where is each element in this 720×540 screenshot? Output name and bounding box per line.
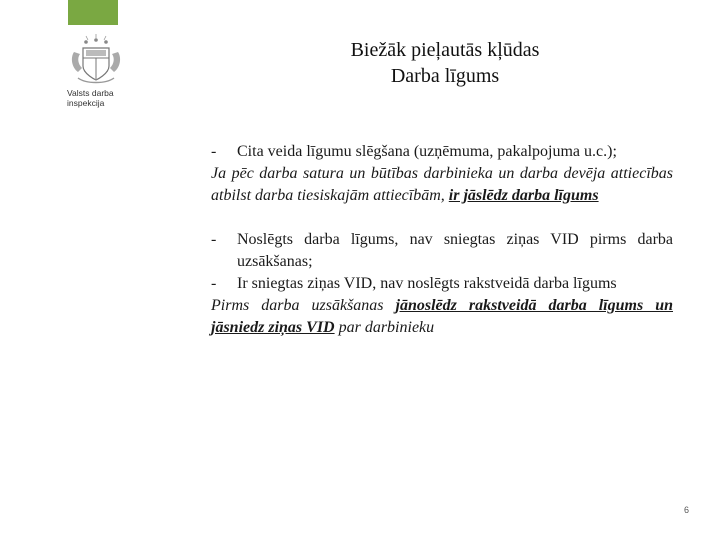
logo bbox=[60, 34, 132, 118]
note-before-work-start bbox=[211, 295, 673, 339]
slide-title bbox=[300, 37, 590, 89]
bullet-item bbox=[211, 141, 673, 163]
bullet-item bbox=[211, 229, 673, 273]
note-employment-relations bbox=[211, 163, 673, 207]
title-line1: Biežāk pieļautās kļūdas bbox=[350, 39, 540, 61]
logo-text-line1: Valsts darba bbox=[67, 88, 114, 98]
coat-of-arms-icon bbox=[68, 34, 124, 86]
bullet-dash: - bbox=[211, 275, 217, 292]
bullet-dash: - bbox=[211, 143, 217, 160]
title-line2: Darba līgums bbox=[390, 65, 500, 87]
bullet-text-contract-types: Cita veida līgumu slēgšana (uzņēmuma, pakalpojuma u.c.); bbox=[237, 143, 617, 160]
bullet-text-no-written-contract: Ir sniegtas ziņas VID, nav noslēgts rakstveidā darba līgums bbox=[237, 275, 617, 292]
bullet-dash: - bbox=[211, 231, 217, 248]
note2-text-start: Pirms darba uzsākšanas bbox=[211, 297, 396, 314]
brand-color-bar bbox=[68, 0, 118, 25]
slide-content bbox=[211, 141, 673, 339]
note2-emphasis: jānoslēdz rakstveidā darba līgums un jāsniedz ziņas VID bbox=[211, 297, 673, 336]
bullet-text-no-vid-info: Noslēgts darba līgums, nav sniegtas ziņas VID pirms darba uzsākšanas; bbox=[237, 231, 673, 270]
note1-text: Ja pēc darba satura un būtības darbinieka un darba devēja attiecības atbilst darba tiesiskajām attiecībām, bbox=[211, 165, 673, 204]
logo-text-line2: inspekcija bbox=[67, 98, 105, 108]
note2-text-end: par darbinieku bbox=[334, 319, 435, 336]
bullet-item bbox=[211, 273, 673, 295]
page-number: 6 bbox=[683, 505, 689, 515]
note1-emphasis: ir jāslēdz darba līgums bbox=[448, 187, 599, 204]
